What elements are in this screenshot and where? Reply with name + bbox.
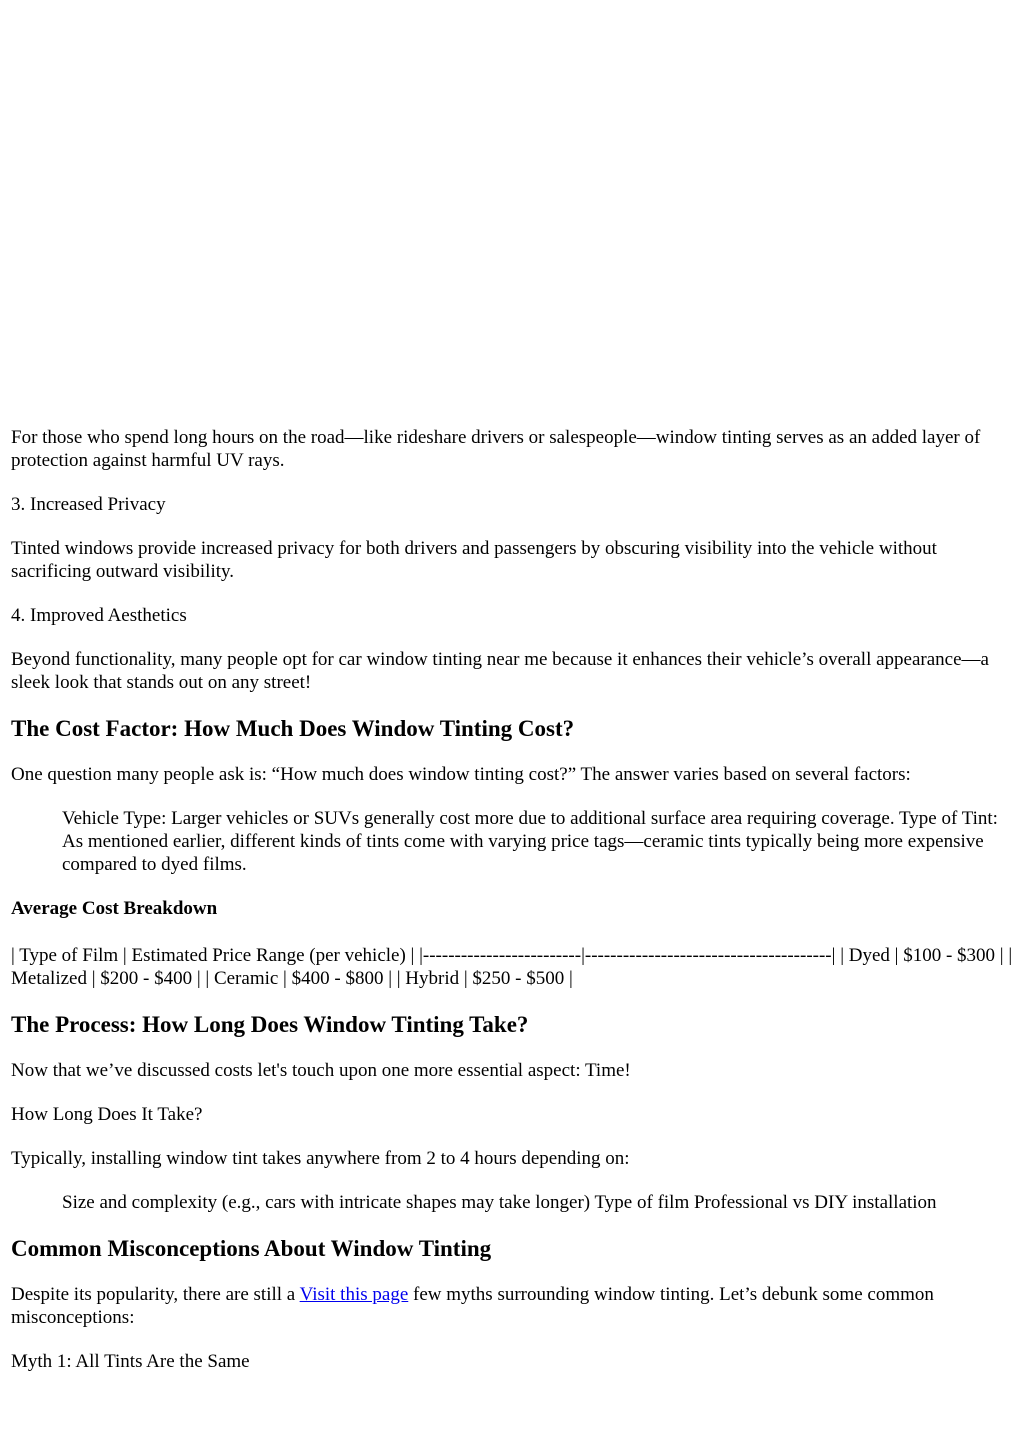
paragraph-process-intro: Now that we’ve discussed costs let's touch upon one more essential aspect: Time! xyxy=(11,1060,631,1081)
paragraph-privacy: Tinted windows provide increased privacy for both drivers and passengers by obscuring visibility into the vehicle without sacrificing outward visibility. xyxy=(11,538,937,582)
blockquote-cost-factors: Vehicle Type: Larger vehicles or SUVs generally cost more due to additional surface area requiring coverage. Type of Tint: As mentioned earlier, different kinds of tints come with varying price tags—ceramic tints typically being more expensive compared to dyed films. xyxy=(62,808,998,875)
article-body xyxy=(11,426,1015,1394)
subheading-increased-privacy: 3. Increased Privacy xyxy=(11,494,166,515)
heading-cost-factor: The Cost Factor: How Much Does Window Tinting Cost? xyxy=(11,716,575,741)
paragraph-how-long: How Long Does It Take? xyxy=(11,1104,203,1125)
paragraph-aesthetics: Beyond functionality, many people opt for car window tinting near me because it enhances their vehicle’s overall appearance—a sleek look that stands out on any street! xyxy=(11,649,989,693)
myths-text-after: few myths surrounding window tinting. Let’s debunk some common misconceptions: xyxy=(11,1284,934,1328)
myths-text-before: Despite its popularity, there are still a xyxy=(11,1284,300,1305)
subheading-improved-aesthetics: 4. Improved Aesthetics xyxy=(11,605,187,626)
heading-misconceptions: Common Misconceptions About Window Tinting xyxy=(11,1236,492,1261)
visit-this-page-link[interactable]: Visit this page xyxy=(299,1284,409,1305)
heading-average-cost-breakdown: Average Cost Breakdown xyxy=(11,898,218,919)
paragraph-myth-1: Myth 1: All Tints Are the Same xyxy=(11,1351,250,1372)
paragraph-typically: Typically, installing window tint takes anywhere from 2 to 4 hours depending on: xyxy=(11,1148,630,1169)
blockquote-time-factors: Size and complexity (e.g., cars with intricate shapes may take longer) Type of film Professional vs DIY installation xyxy=(62,1192,937,1213)
paragraph-uv-protection: For those who spend long hours on the road—like rideshare drivers or salespeople—window tinting serves as an added layer of protection against harmful UV rays. xyxy=(11,427,981,471)
heading-process: The Process: How Long Does Window Tinting Take? xyxy=(11,1012,529,1037)
paragraph-cost-question: One question many people ask is: “How much does window tinting cost?” The answer varies based on several factors: xyxy=(11,764,911,785)
paragraph-cost-table-text: | Type of Film | Estimated Price Range (per vehicle) | |-------------------------|---------------------------------------| | Dyed | $100 - $300 | | Metalized | $200 - $400 | | Ceramic | $400 - $800 | | Hybrid | $250 - $500 | xyxy=(11,945,1013,989)
paragraph-myths xyxy=(11,1283,1015,1329)
